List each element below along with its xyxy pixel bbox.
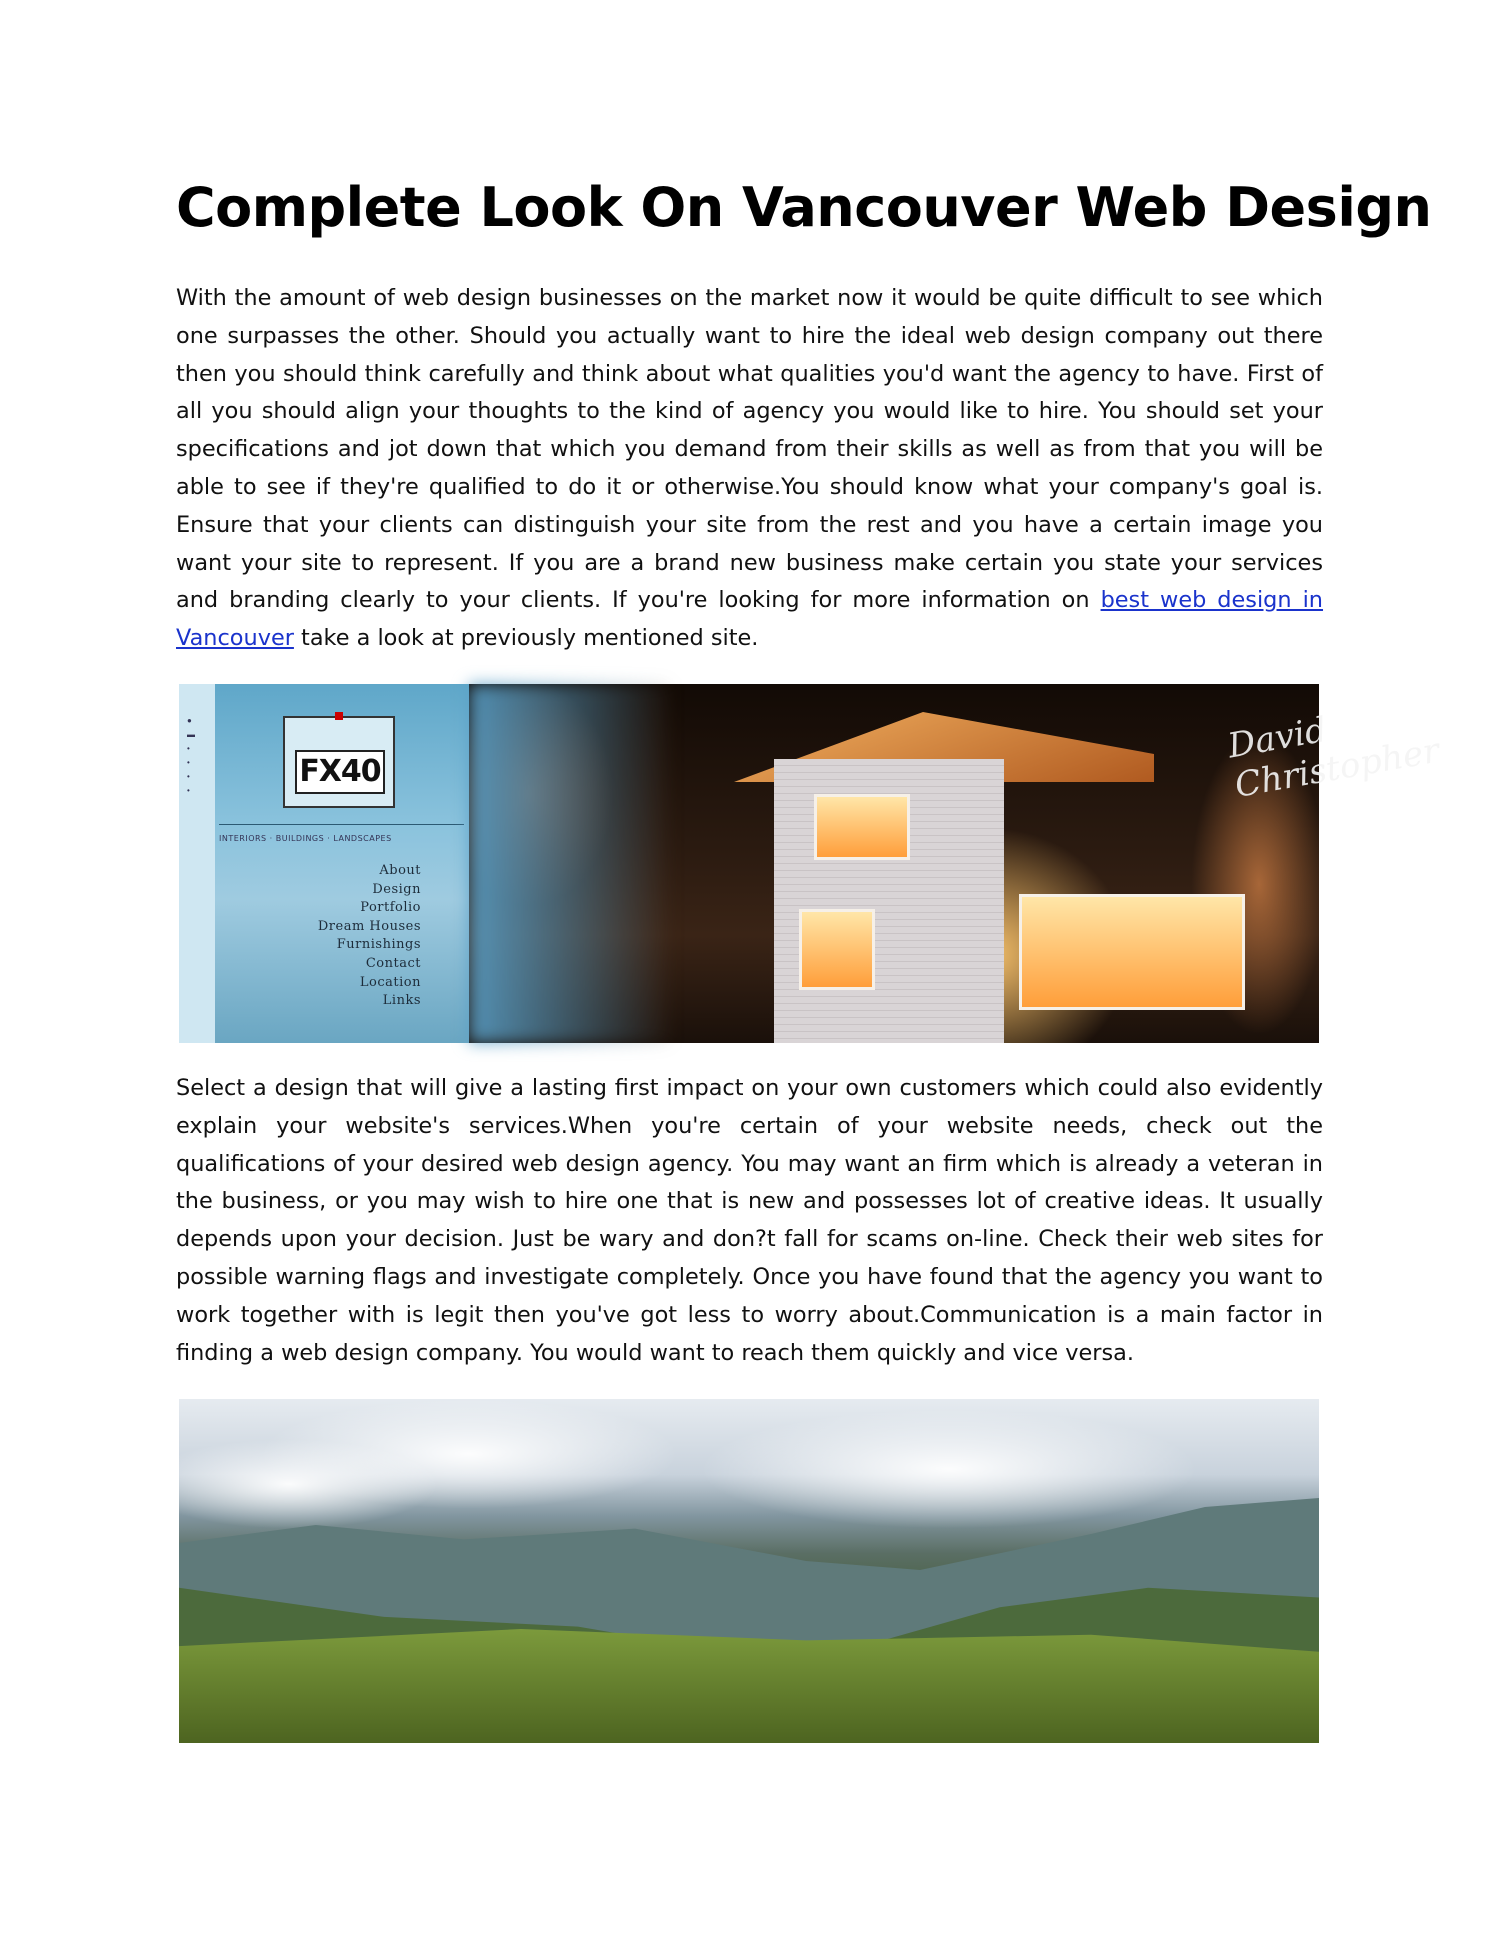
red-marker-icon [335,712,343,720]
paragraph-intro [176,280,1323,658]
fx40-logo: FX40 [295,750,385,794]
menu-item-about: About [379,863,421,878]
paragraph-intro-text: With the amount of web design businesses on the market now it would be quite difficult to see which one surpasses the other. Should you actually want to hire the ideal web design company out there then you should think carefully and think about what qualities you'd want the agency to have. First of all you should align your thoughts to the kind of agency you would like to hire. You should set your specifications and jot down that which you demand from their skills as well as from that you will be able to see if they're qualified to do it or otherwise.You should know what your company's goal is. Ensure that your clients can distinguish your site from the rest and you have a certain image you want your site to represent. If you are a brand new business make certain you state your services and branding clearly to your clients. If you're looking for more information on [176,285,1323,614]
forest-valley [179,1629,1319,1743]
fx40-sidebar-panel [179,684,469,1043]
paragraph-intro-tail: take a look at previously mentioned site. [293,625,759,652]
fx40-tagline: INTERIORS · BUILDINGS · LANDSCAPES [219,834,392,843]
house-window [799,909,875,990]
browser-toolbar-strip [179,684,215,1043]
divider [219,824,464,825]
menu-item-furnishings: Furnishings [336,937,421,953]
page-title: Complete Look On Vancouver Web Design [176,176,1432,239]
menu-item-location: Location [359,974,421,990]
menu-item-dream-houses: Dream Houses [317,918,421,934]
signature-logo: David Christopher [1224,709,1443,806]
vancouver-web-design-link[interactable]: best web design in Vancouver [176,587,1324,652]
toolbar-dots-icon: ● ▬ • • • • [187,716,195,795]
cloud [139,1439,439,1529]
menu-item-portfolio: Portfolio [360,900,421,916]
house-window [1019,894,1245,1010]
house-window [814,794,910,860]
menu-item-links: Links [382,993,421,1009]
menu-item-design: Design [372,881,421,897]
paragraph-second: Select a design that will give a lasting first impact on your own customers which could also evidently explain your website's services.When you're certain of your website needs, check out the qualifications of your desired web design agency. You may want an firm which is already a veteran in the business, or you may wish to hire one that is new and possesses lot of creative ideas. It usually depends upon your decision. Just be wary and don?t fall for scams on-line. Check their web sites for possible warning flags and investigate completely. Once you have found that the agency you want to work together with is legit then you've got less to worry about.Communication is a main factor in finding a web design company. You would want to reach them quickly and vice versa. [176,1075,1323,1366]
menu-item-contact: Contact [365,955,421,971]
fx40-menu [318,862,421,1011]
blur-overlay [469,684,669,1043]
mountain-valley-photo [179,1399,1319,1743]
cloud [699,1409,1199,1529]
fx40-logo-frame [283,716,395,808]
website-screenshot-image [179,684,1443,1043]
